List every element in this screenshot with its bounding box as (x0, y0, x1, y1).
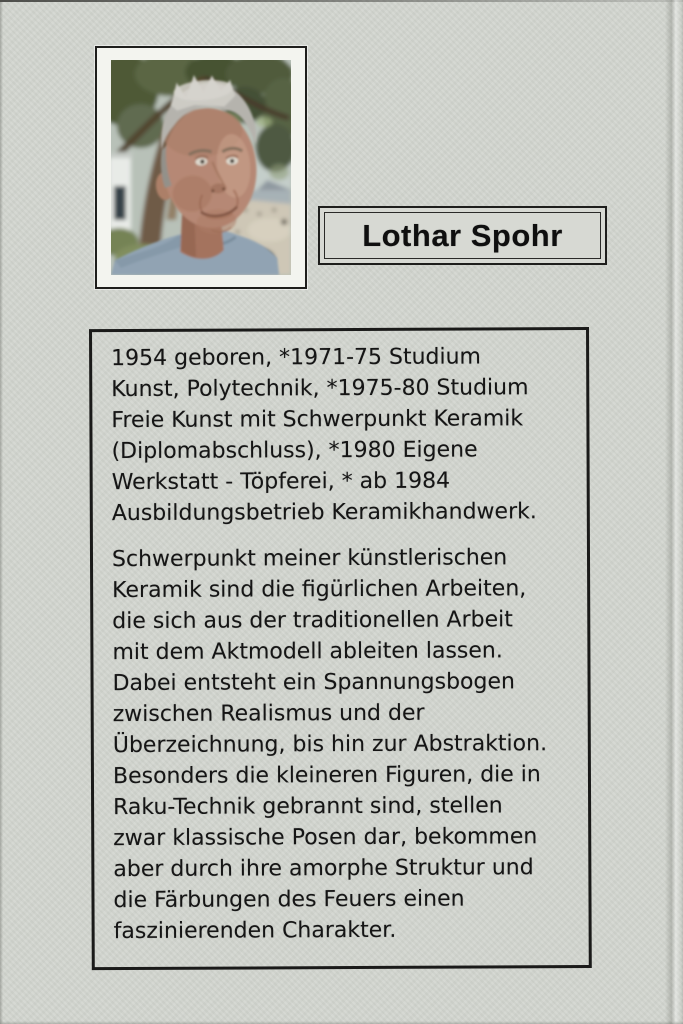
bio-text-box (89, 327, 592, 970)
paper-edge-top (0, 0, 683, 2)
paper-edge-left (0, 0, 3, 1024)
name-plate (318, 206, 607, 265)
paper-edge-right (665, 0, 683, 1024)
bio-paragraph-statement: Schwerpunkt meiner künstlerischen Keramik sind die figürlichen Arbeiten, die sich aus der traditionellen Arbeit mit dem Aktmodell ableiten lassen. Dabei entsteht ein Spannungsbogen zwischen Realismus und der Überzeichnung, bis hin zur Abstraktion. Besonders die kleineren Figuren, die in Raku-Technik gebrannt sind, stellen zwar klassische Posen dar, bekommen aber durch ihre amorphe Struktur und die Färbungen des Feuers einen faszinierenden Charakter. (111, 545, 548, 945)
portrait-photo-frame (95, 46, 307, 289)
artist-name: Lothar Spohr (362, 217, 563, 253)
name-plate-inner-border (324, 212, 601, 259)
bio-paragraph-career: 1954 geboren, *1971-75 Studium Kunst, Polytechnik, *1975-80 Studium Freie Kunst mit Schwerpunkt Keramik (Diplomabschluss), *1980 Eigene Werkstatt - Töpferei, * ab 1984 Ausbildungsbetrieb Keramikhandwerk. (111, 344, 537, 527)
portrait-photo (111, 60, 291, 275)
